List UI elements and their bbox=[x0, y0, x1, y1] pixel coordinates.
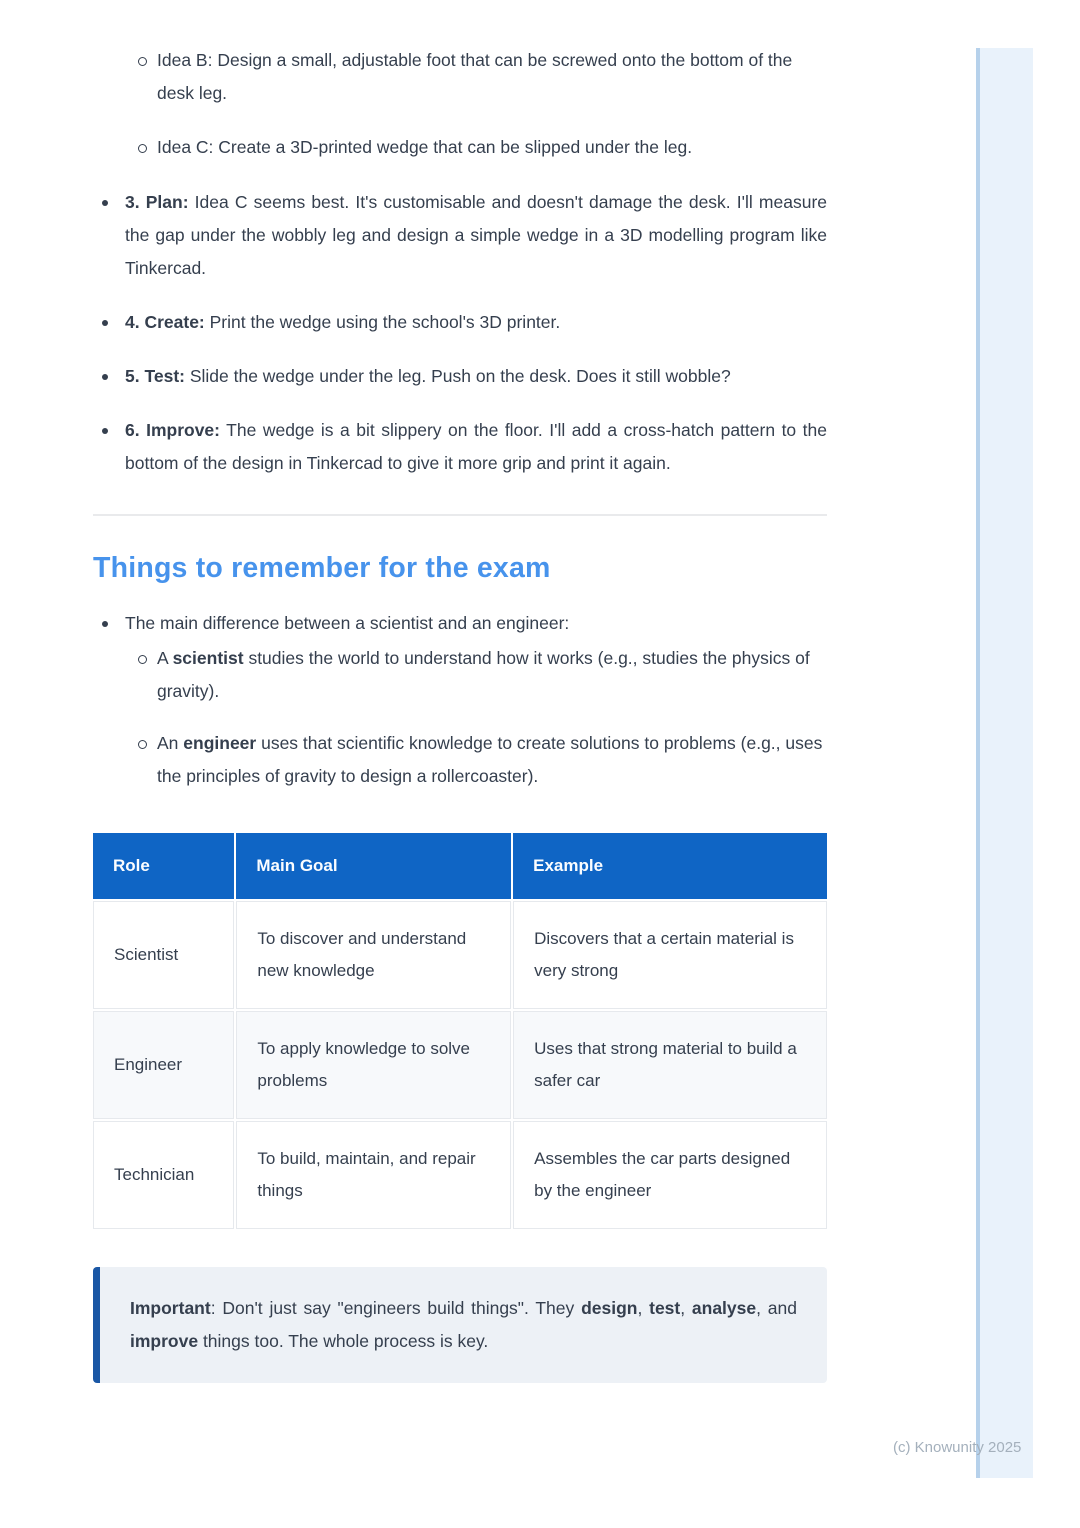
sub-bullet-icon bbox=[138, 57, 147, 66]
table-cell-goal: To build, maintain, and repair things bbox=[236, 1121, 511, 1229]
copyright-watermark: (c) Knowunity 2025 bbox=[893, 1439, 1022, 1456]
bullet-icon bbox=[102, 374, 108, 380]
table-row bbox=[93, 901, 827, 1009]
list-item bbox=[93, 360, 827, 393]
list-item-text: Idea B: Design a small, adjustable foot that can be screwed onto the bottom of the desk leg. bbox=[157, 50, 793, 103]
step-text: The wedge is a bit slippery on the floor. I'll add a cross-hatch pattern to the bottom of the design in Tinkercad to give it more grip and print it again. bbox=[125, 420, 827, 473]
table-cell-goal: To apply knowledge to solve problems bbox=[236, 1011, 511, 1119]
step-label: 5. Test: bbox=[125, 366, 185, 386]
sub-bullet-icon bbox=[138, 144, 147, 153]
callout-text: : Don't just say "engineers build things". They bbox=[210, 1298, 582, 1318]
callout-text: , bbox=[680, 1298, 692, 1318]
point-text: uses that scientific knowledge to create solutions to problems (e.g., uses the principles of gravity to design a rollercoaster). bbox=[157, 733, 823, 786]
table-header-main-goal: Main Goal bbox=[236, 833, 511, 899]
table-header-row bbox=[93, 833, 827, 899]
step-label: 6. Improve: bbox=[125, 420, 220, 440]
step-label: 3. Plan: bbox=[125, 192, 189, 212]
table-cell-goal: To discover and understand new knowledge bbox=[236, 901, 511, 1009]
callout-text: , bbox=[637, 1298, 650, 1318]
step-text: Print the wedge using the school's 3D printer. bbox=[204, 312, 561, 332]
list-item bbox=[93, 186, 827, 285]
bullet-icon bbox=[102, 428, 108, 434]
list-item bbox=[93, 44, 827, 110]
list-item bbox=[93, 131, 827, 164]
roles-comparison-table bbox=[91, 831, 829, 1231]
bullet-icon bbox=[102, 621, 108, 627]
point-term: scientist bbox=[172, 648, 244, 668]
callout-text: , and bbox=[756, 1298, 797, 1318]
sub-bullet-icon bbox=[138, 740, 147, 749]
step-text: Idea C seems best. It's customisable and doesn't damage the desk. I'll measure the gap under the wobbly leg and design a simple wedge in a 3D modelling program like Tinkercad. bbox=[125, 192, 828, 278]
document-page bbox=[93, 44, 827, 1383]
list-item bbox=[125, 727, 827, 793]
point-text: studies the world to understand how it works (e.g., studies the physics of gravity). bbox=[157, 648, 810, 701]
list-item bbox=[93, 414, 827, 480]
step-label: 4. Create: bbox=[125, 312, 205, 332]
point-term: engineer bbox=[183, 733, 257, 753]
list-item bbox=[125, 642, 827, 708]
step-text: Slide the wedge under the leg. Push on the desk. Does it still wobble? bbox=[184, 366, 731, 386]
table-cell-example: Uses that strong material to build a safer car bbox=[513, 1011, 827, 1119]
list-item bbox=[93, 306, 827, 339]
ideas-list bbox=[93, 44, 827, 164]
page-edge-strip bbox=[976, 48, 1033, 1478]
bullet-icon bbox=[102, 200, 108, 206]
table-cell-example: Discovers that a certain material is very strong bbox=[513, 901, 827, 1009]
intro-text: The main difference between a scientist and an engineer: bbox=[125, 613, 570, 633]
sub-bullet-icon bbox=[138, 655, 147, 664]
exam-notes-list bbox=[93, 607, 827, 793]
table-cell-example: Assembles the car parts designed by the engineer bbox=[513, 1121, 827, 1229]
comparison-points-list bbox=[125, 642, 827, 793]
list-item-text: Idea C: Create a 3D-printed wedge that can be slipped under the leg. bbox=[157, 137, 693, 157]
design-steps-list bbox=[93, 186, 827, 480]
callout-term: improve bbox=[130, 1331, 199, 1351]
callout-term: analyse bbox=[691, 1298, 757, 1318]
table-header-example: Example bbox=[513, 833, 827, 899]
callout-text: things too. The whole process is key. bbox=[198, 1331, 489, 1351]
bullet-icon bbox=[102, 320, 108, 326]
important-callout bbox=[93, 1267, 827, 1383]
callout-term: test bbox=[649, 1298, 681, 1318]
callout-term: design bbox=[581, 1298, 638, 1318]
point-prefix: An bbox=[157, 733, 184, 753]
section-heading: Things to remember for the exam bbox=[93, 552, 551, 584]
table-row bbox=[93, 1011, 827, 1119]
table-cell-role: Technician bbox=[93, 1121, 234, 1229]
point-prefix: A bbox=[157, 648, 173, 668]
table-header-role: Role bbox=[93, 833, 234, 899]
table-cell-role: Scientist bbox=[93, 901, 234, 1009]
section-divider bbox=[93, 514, 827, 516]
callout-label: Important bbox=[130, 1298, 211, 1318]
list-item bbox=[93, 607, 827, 793]
table-row bbox=[93, 1121, 827, 1229]
table-cell-role: Engineer bbox=[93, 1011, 234, 1119]
